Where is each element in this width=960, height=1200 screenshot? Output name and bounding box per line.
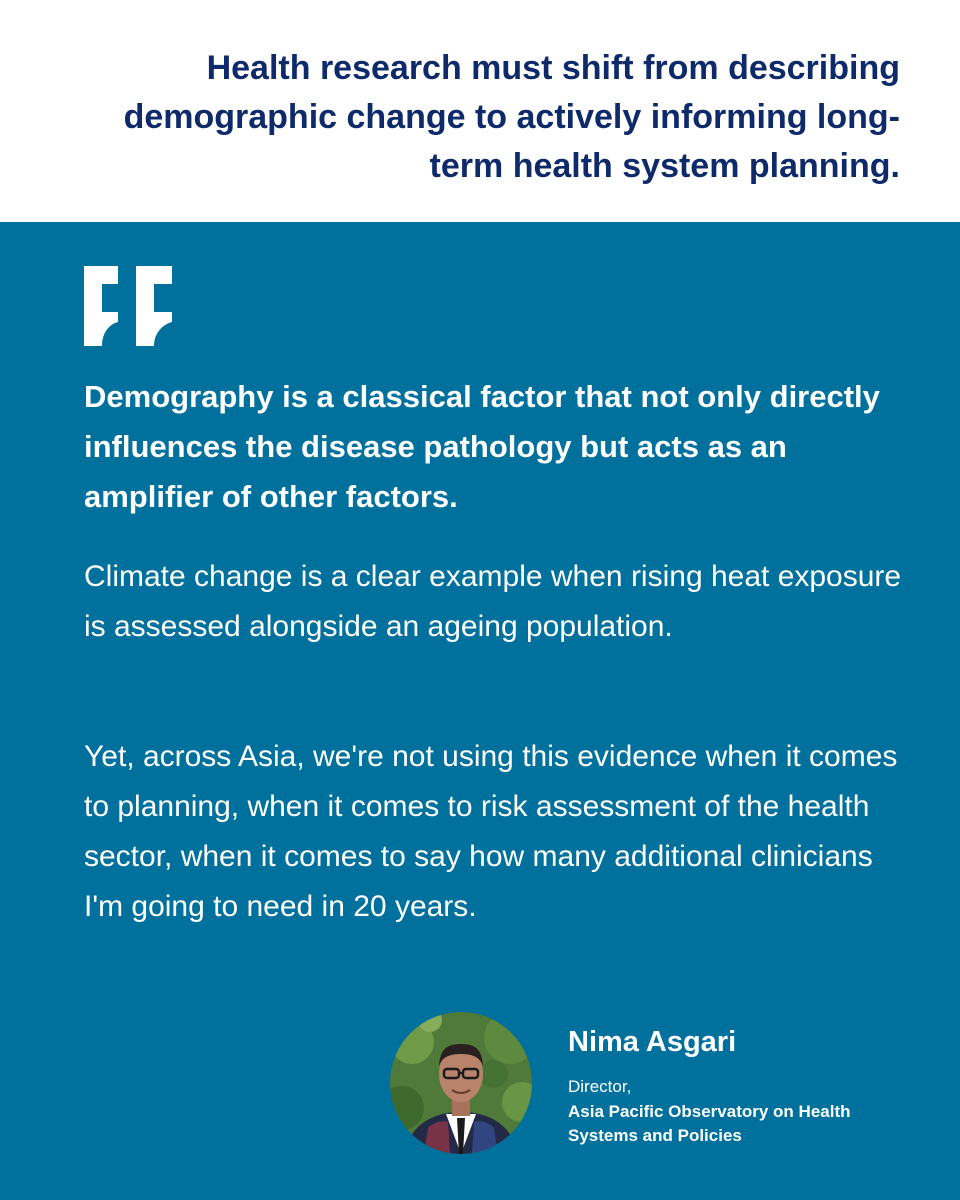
speaker-role: Director,: [568, 1077, 632, 1096]
quote-lead: Demography is a classical factor that not only directly influences the disease pathology but acts as an amplifier of other factors.: [84, 379, 880, 514]
headline: Health research must shift from describing demographic change to actively informing long-term health system planning.: [123, 49, 900, 185]
quote-paragraph: Climate change is a clear example when rising heat exposure is assessed alongside an ageing population.: [84, 560, 902, 643]
speaker-block: [390, 1012, 910, 1162]
speaker-name: Nima Asgari: [568, 1026, 737, 1058]
quote-paragraph: Yet, across Asia, we're not using this evidence when it comes to planning, when it comes to risk assessment of the health sector, when it comes to say how many additional clinicians I'm going to need in 20 years.: [84, 740, 898, 923]
avatar: [390, 1012, 532, 1154]
speaker-photo: [390, 1012, 532, 1154]
open-quote-icon: [80, 266, 176, 348]
speaker-organization: Asia Pacific Observatory on Health Systems and Policies: [568, 1102, 851, 1145]
header: [0, 0, 960, 222]
quote-panel: [0, 222, 960, 1200]
